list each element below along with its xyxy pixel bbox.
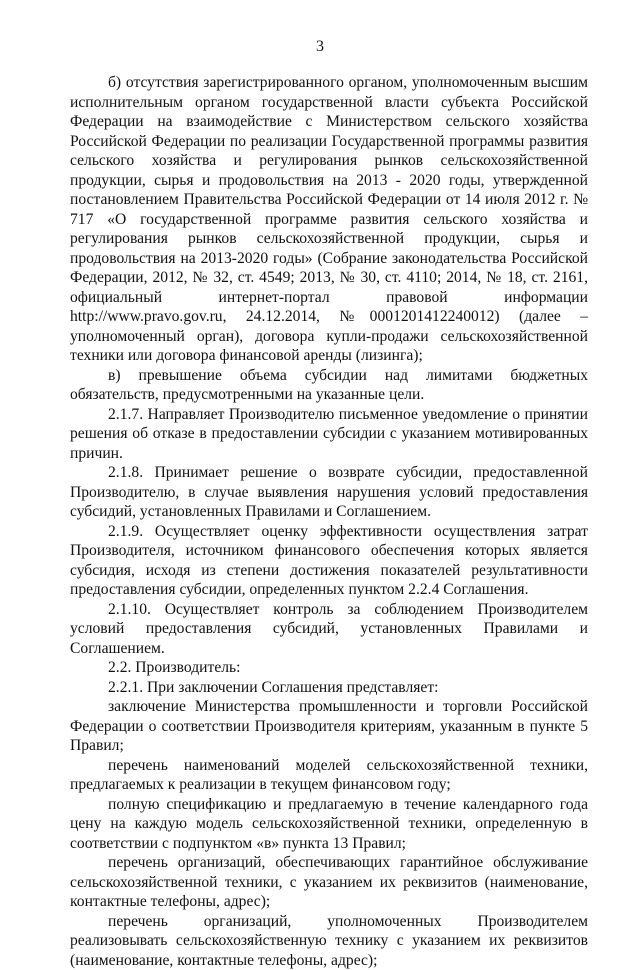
paragraph-2-2-1: 2.2.1. При заключении Соглашения представляет: <box>70 678 588 698</box>
list-item-warranty-organizations: перечень организаций, обеспечивающих гарантийное обслуживание сельскохозяйственной техники, с указанием их реквизитов (наименование, контактные телефоны, адрес); <box>70 853 588 912</box>
paragraph-2-1-7: 2.1.7. Направляет Производителю письменное уведомление о принятии решения об отказе в предоставлении субсидии с указанием мотивированных причин. <box>70 405 588 464</box>
list-item-price-specification: полную спецификацию и предлагаемую в течение календарного года цену на каждую модель сельскохозяйственной техники, определенную в соответствии с подпунктом «в» пункта 13 Правил; <box>70 795 588 854</box>
page-number: 3 <box>0 38 640 56</box>
paragraph-b-missing-registration: б) отсутствия зарегистрированного органом, уполномоченным высшим исполнительным органом государственной власти субъекта Российской Федерации на взаимодействие с Министерством сельского хозяйства Российской Федерации по реализации Государственной программы развития сельского хозяйства и регулирования рынков сельскохозяйственной продукции, сырья и продовольствия на 2013 - 2020 годы, утвержденной постановлением Правительства Российской Федерации от 14 июля 2012 г. № 717 «О государственной программе развития сельского хозяйства и регулирования рынков сельскохозяйственной продукции, сырья и продовольствия на 2013-2020 годы» (Собрание законодательства Российской Федерации, 2012, № 32, ст. 4549; 2013, № 30, ст. 4110; 2014, № 18, ст. 2161, официальный интернет-портал правовой информации http://www.pravo.gov.ru, 24.12.2014, №0001201412240012) (далее – уполномоченный орган), договора купли-продажи сельскохозяйственной техники или договора финансовой аренды (лизинга); <box>70 73 588 366</box>
document-body <box>70 73 588 970</box>
paragraph-2-2: 2.2. Производитель: <box>70 658 588 678</box>
list-item-model-names: перечень наименований моделей сельскохозяйственной техники, предлагаемых к реализации в текущем финансовом году; <box>70 756 588 795</box>
list-item-ministry-conclusion: заключение Министерства промышленности и торговли Российской Федерации о соответствии Производителя критериям, указанным в пункте 5 Правил; <box>70 697 588 756</box>
list-item-authorized-sellers: перечень организаций, уполномоченных Производителем реализовывать сельскохозяйственную технику с указанием их реквизитов (наименование, контактные телефоны, адрес); <box>70 912 588 970</box>
paragraph-2-1-9: 2.1.9. Осуществляет оценку эффективности осуществления затрат Производителя, источником финансового обеспечения которых является субсидия, исходя из степени достижения показателей результативности предоставления субсидии, определенных пунктом 2.2.4 Соглашения. <box>70 522 588 600</box>
paragraph-2-1-10: 2.1.10. Осуществляет контроль за соблюдением Производителем условий предоставления субсидий, установленных Правилами и Соглашением. <box>70 600 588 659</box>
paragraph-2-1-8: 2.1.8. Принимает решение о возврате субсидии, предоставленной Производителю, в случае выявления нарушения условий предоставления субсидий, установленных Правилами и Соглашением. <box>70 463 588 522</box>
paragraph-v-subsidy-excess: в) превышение объема субсидии над лимитами бюджетных обязательств, предусмотренными на указанные цели. <box>70 366 588 405</box>
